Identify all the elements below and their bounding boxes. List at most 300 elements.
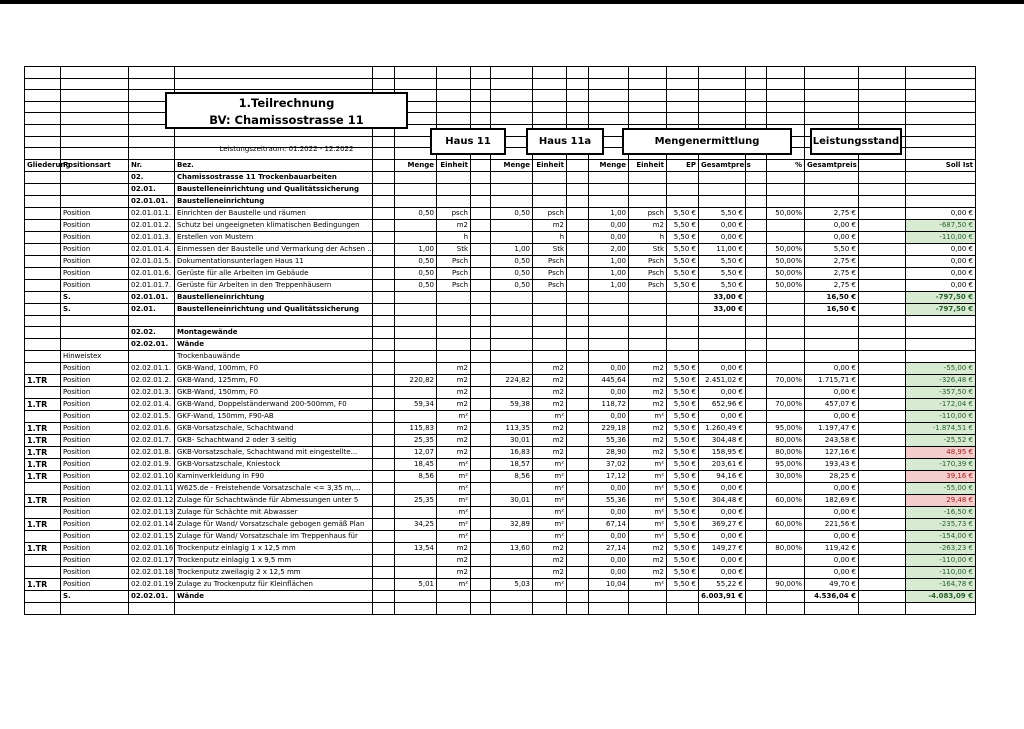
empty-cell <box>667 113 699 125</box>
haus11-einheit-cell: m2 <box>437 219 471 231</box>
haus11-einheit-cell <box>437 195 471 207</box>
haus11a-menge-cell <box>491 507 533 519</box>
nr-cell: 02.01.01.6. <box>129 267 175 279</box>
description-cell: Baustelleneinrichtung <box>175 291 373 303</box>
spacer-cell <box>471 471 491 483</box>
spacer-cell <box>746 471 767 483</box>
nr-cell: 02.02.01.16. <box>129 543 175 555</box>
nr-cell: 02.02.01.11. <box>129 483 175 495</box>
percent-cell <box>767 183 805 195</box>
haus11-menge-cell <box>395 411 437 423</box>
service-period: Leistungszeitraum: 01.2022 - 12.2022 <box>219 145 354 153</box>
empty-cell <box>533 90 567 102</box>
empty-cell <box>906 603 976 615</box>
spacer-cell <box>471 447 491 459</box>
description-cell: Dokumentationsunterlagen Haus 11 <box>175 255 373 267</box>
einheit-cell: m2 <box>629 543 667 555</box>
empty-cell <box>61 148 129 160</box>
nr-cell: 02.02.01.1. <box>129 363 175 375</box>
soll-ist-cell: -687,50 € <box>906 219 976 231</box>
empty-cell <box>175 603 373 615</box>
haus11-menge-cell <box>395 555 437 567</box>
haus11a-einheit-cell: m2 <box>533 435 567 447</box>
spacer-cell <box>746 267 767 279</box>
gesamtpreis-cell: 5,50 € <box>699 279 746 291</box>
empty-cell <box>437 113 471 125</box>
positionsart-cell: Position <box>61 399 129 411</box>
menge-cell <box>589 171 629 183</box>
column-header: Gliederung <box>25 159 61 171</box>
percent-cell <box>767 219 805 231</box>
gliederung-cell: 1.TR <box>25 459 61 471</box>
spacer-cell <box>373 255 395 267</box>
haus11a-menge-cell <box>491 387 533 399</box>
positionsart-cell: Hinweistex <box>61 351 129 363</box>
haus11a-einheit-cell: m2 <box>533 447 567 459</box>
empty-cell <box>129 67 175 79</box>
spacer-cell <box>567 483 589 495</box>
nr-cell: 02.01.01.7. <box>129 279 175 291</box>
menge-cell: 1,00 <box>589 279 629 291</box>
haus11-menge-cell: 0,50 <box>395 207 437 219</box>
gesamtpreis-cell: 0,00 € <box>699 387 746 399</box>
nr-cell: 02.02.01.10. <box>129 471 175 483</box>
empty-cell <box>567 113 589 125</box>
spacer-cell <box>567 375 589 387</box>
spacer-cell <box>471 183 491 195</box>
gesamtpreis-cell <box>699 339 746 351</box>
spacer-cell <box>471 207 491 219</box>
soll-ist-cell: -235,73 € <box>906 519 976 531</box>
empty-cell <box>471 90 491 102</box>
project-title: BV: Chamissostrasse 11 <box>209 113 364 127</box>
empty-cell <box>906 113 976 125</box>
haus11-menge-cell <box>395 483 437 495</box>
positionsart-cell: Position <box>61 555 129 567</box>
haus11a-menge-cell: 16,83 <box>491 447 533 459</box>
empty-cell <box>61 101 129 113</box>
description-cell: Zulage zu Trockenputz für Kleinflächen <box>175 579 373 591</box>
einheit-cell: m2 <box>629 423 667 435</box>
einheit-cell: Psch <box>629 267 667 279</box>
nr-cell <box>129 351 175 363</box>
ep-cell <box>667 291 699 303</box>
soll-ist-cell: 48,95 € <box>906 447 976 459</box>
empty-cell <box>395 603 437 615</box>
soll-ist-cell: -154,00 € <box>906 531 976 543</box>
empty-cell <box>567 67 589 79</box>
soll-ist-cell <box>906 315 976 327</box>
description-cell: Einmessen der Baustelle und Vermarkung der Achsen ... <box>175 243 373 255</box>
ep-cell: 5,50 € <box>667 399 699 411</box>
description-cell: GKB- Schachtwand 2 oder 3 seitig <box>175 435 373 447</box>
empty-cell <box>491 603 533 615</box>
haus11a-einheit-cell: Psch <box>533 267 567 279</box>
spacer-cell <box>746 303 767 315</box>
spacer-cell <box>567 231 589 243</box>
empty-cell <box>373 67 395 79</box>
haus11-menge-cell: 34,25 <box>395 519 437 531</box>
column-header: Menge <box>395 159 437 171</box>
spacer-cell <box>373 423 395 435</box>
leistung-gesamtpreis-cell: 0,00 € <box>805 507 859 519</box>
haus11-einheit-cell: m2 <box>437 543 471 555</box>
ep-cell: 5,50 € <box>667 447 699 459</box>
soll-ist-cell: 0,00 € <box>906 267 976 279</box>
table-row <box>25 519 976 531</box>
leistung-gesamtpreis-cell: 1.715,71 € <box>805 375 859 387</box>
description-cell: Gerüste für alle Arbeiten im Gebäude <box>175 267 373 279</box>
haus11a-menge-cell: 30,01 <box>491 435 533 447</box>
haus11-einheit-cell: m2 <box>437 363 471 375</box>
gesamtpreis-cell <box>699 183 746 195</box>
soll-ist-cell: -172,04 € <box>906 399 976 411</box>
table-row <box>25 507 976 519</box>
empty-cell <box>859 78 906 90</box>
gliederung-cell: 1.TR <box>25 519 61 531</box>
gliederung-cell: 1.TR <box>25 435 61 447</box>
spacer-cell <box>471 303 491 315</box>
haus11-menge-cell: 220,82 <box>395 375 437 387</box>
empty-cell <box>373 603 395 615</box>
nr-cell: 02.02.01. <box>129 591 175 603</box>
spacer-cell <box>471 387 491 399</box>
spacer-cell <box>746 495 767 507</box>
positionsart-cell: Position <box>61 411 129 423</box>
gliederung-cell: 1.TR <box>25 495 61 507</box>
spacer-cell <box>373 219 395 231</box>
empty-cell <box>767 113 805 125</box>
gliederung-cell <box>25 363 61 375</box>
einheit-cell: m2 <box>629 435 667 447</box>
empty-cell <box>61 113 129 125</box>
gliederung-cell: 1.TR <box>25 447 61 459</box>
gliederung-cell: 1.TR <box>25 375 61 387</box>
nr-cell: 02.01. <box>129 303 175 315</box>
empty-cell <box>437 101 471 113</box>
spacer-cell <box>471 399 491 411</box>
spacer-cell <box>567 579 589 591</box>
positionsart-cell: Position <box>61 363 129 375</box>
column-header: Einheit <box>629 159 667 171</box>
haus11a-einheit-cell: psch <box>533 207 567 219</box>
spacer-cell <box>373 231 395 243</box>
soll-ist-cell <box>906 339 976 351</box>
haus11-menge-cell: 13,54 <box>395 543 437 555</box>
spacer-cell <box>373 327 395 339</box>
spacer-cell <box>567 495 589 507</box>
column-header: Menge <box>491 159 533 171</box>
haus11-menge-cell: 0,50 <box>395 279 437 291</box>
spacer-cell <box>746 519 767 531</box>
empty-cell <box>805 78 859 90</box>
positionsart-cell: S. <box>61 291 129 303</box>
haus11a-einheit-cell: m² <box>533 519 567 531</box>
haus11-einheit-cell <box>437 339 471 351</box>
ep-cell: 5,50 € <box>667 255 699 267</box>
spacer-cell <box>373 399 395 411</box>
haus11a-einheit-cell: m² <box>533 459 567 471</box>
empty-cell <box>25 90 61 102</box>
haus11-menge-cell <box>395 387 437 399</box>
group-header-leistungsstand: Leistungsstand <box>810 128 902 155</box>
spacer-cell <box>859 267 906 279</box>
spacer-cell <box>471 495 491 507</box>
spacer-cell <box>373 447 395 459</box>
spacer-cell <box>567 291 589 303</box>
description-cell: GKB-Vorsatzschale, Schachtwand <box>175 423 373 435</box>
gesamtpreis-cell: 369,27 € <box>699 519 746 531</box>
haus11a-einheit-cell: Psch <box>533 255 567 267</box>
haus11a-einheit-cell: m2 <box>533 375 567 387</box>
table-row <box>25 567 976 579</box>
soll-ist-cell: -110,00 € <box>906 555 976 567</box>
empty-cell <box>746 101 767 113</box>
spacer-cell <box>859 591 906 603</box>
gesamtpreis-cell <box>699 195 746 207</box>
einheit-cell: Stk <box>629 243 667 255</box>
ep-cell: 5,50 € <box>667 267 699 279</box>
spacer-cell <box>746 579 767 591</box>
gesamtpreis-cell: 304,48 € <box>699 435 746 447</box>
spacer-cell <box>567 411 589 423</box>
soll-ist-cell <box>906 195 976 207</box>
haus11-einheit-cell: m² <box>437 411 471 423</box>
column-header: Menge <box>589 159 629 171</box>
gliederung-cell <box>25 411 61 423</box>
haus11-menge-cell <box>395 291 437 303</box>
empty-cell <box>629 78 667 90</box>
table-row <box>25 351 976 363</box>
spacer-cell <box>471 327 491 339</box>
description-cell: Baustelleneinrichtung <box>175 195 373 207</box>
leistung-gesamtpreis-cell: 5,50 € <box>805 243 859 255</box>
haus11a-einheit-cell: Psch <box>533 279 567 291</box>
menge-cell <box>589 303 629 315</box>
description-cell: Zulage für Schachtwände für Abmessungen unter 5 <box>175 495 373 507</box>
spacer-cell <box>746 531 767 543</box>
haus11a-menge-cell: 5,03 <box>491 579 533 591</box>
soll-ist-cell: -357,50 € <box>906 387 976 399</box>
spacer-cell <box>859 303 906 315</box>
spacer-cell <box>567 459 589 471</box>
menge-cell <box>589 327 629 339</box>
einheit-cell: m² <box>629 531 667 543</box>
empty-cell <box>906 67 976 79</box>
empty-cell <box>25 67 61 79</box>
empty-cell <box>437 603 471 615</box>
nr-cell: 02.02. <box>129 327 175 339</box>
spacer-cell <box>471 579 491 591</box>
gliederung-cell <box>25 507 61 519</box>
empty-cell <box>629 113 667 125</box>
haus11a-einheit-cell <box>533 183 567 195</box>
group-header-haus11a: Haus 11a <box>526 128 604 155</box>
leistung-gesamtpreis-cell: 221,56 € <box>805 519 859 531</box>
description-cell: Zulage für Schächte mit Abwasser <box>175 507 373 519</box>
soll-ist-cell: -797,50 € <box>906 303 976 315</box>
empty-cell <box>61 67 129 79</box>
gliederung-cell <box>25 171 61 183</box>
menge-cell: 0,00 <box>589 231 629 243</box>
empty-cell <box>805 603 859 615</box>
haus11a-menge-cell: 0,50 <box>491 279 533 291</box>
spacer-cell <box>859 507 906 519</box>
ep-cell <box>667 183 699 195</box>
spacer-cell <box>746 543 767 555</box>
spacer-cell <box>859 531 906 543</box>
percent-cell <box>767 363 805 375</box>
empty-cell <box>629 67 667 79</box>
column-header: Gesamtpreis <box>699 159 746 171</box>
soll-ist-cell: -110,00 € <box>906 567 976 579</box>
menge-cell <box>589 195 629 207</box>
description-cell: Zulage für Wand/ Vorsatzschale gebogen gemäß Plan <box>175 519 373 531</box>
einheit-cell: m² <box>629 471 667 483</box>
gesamtpreis-cell: 0,00 € <box>699 507 746 519</box>
gliederung-cell: 1.TR <box>25 543 61 555</box>
nr-cell: 02.02.01.14. <box>129 519 175 531</box>
spacer-cell <box>746 183 767 195</box>
spacer-cell <box>471 375 491 387</box>
empty-cell <box>533 603 567 615</box>
empty-cell <box>746 78 767 90</box>
empty-cell <box>567 101 589 113</box>
haus11a-menge-cell: 59,38 <box>491 399 533 411</box>
haus11a-menge-cell: 0,50 <box>491 207 533 219</box>
gliederung-cell <box>25 195 61 207</box>
spacer-cell <box>746 207 767 219</box>
spacer-cell <box>567 315 589 327</box>
einheit-cell: m2 <box>629 447 667 459</box>
table-row <box>25 555 976 567</box>
haus11a-menge-cell <box>491 315 533 327</box>
haus11a-menge-cell: 0,50 <box>491 267 533 279</box>
menge-cell: 0,00 <box>589 531 629 543</box>
empty-cell <box>25 124 61 136</box>
empty-cell <box>667 603 699 615</box>
leistung-gesamtpreis-cell: 127,16 € <box>805 447 859 459</box>
gesamtpreis-cell: 2.451,02 € <box>699 375 746 387</box>
gesamtpreis-cell: 55,22 € <box>699 579 746 591</box>
einheit-cell: m2 <box>629 555 667 567</box>
empty-cell <box>533 67 567 79</box>
einheit-cell: m² <box>629 483 667 495</box>
haus11-menge-cell <box>395 363 437 375</box>
spacer-cell <box>859 543 906 555</box>
ep-cell: 5,50 € <box>667 243 699 255</box>
haus11-menge-cell: 1,00 <box>395 243 437 255</box>
menge-cell <box>589 291 629 303</box>
gliederung-cell <box>25 531 61 543</box>
spacer-cell <box>567 195 589 207</box>
spacer-cell <box>859 255 906 267</box>
empty-cell <box>567 603 589 615</box>
table-row <box>25 447 976 459</box>
percent-cell <box>767 195 805 207</box>
positionsart-cell: Position <box>61 447 129 459</box>
percent-cell: 70,00% <box>767 399 805 411</box>
spacer-cell <box>567 555 589 567</box>
spacer-cell <box>746 291 767 303</box>
menge-cell <box>589 315 629 327</box>
empty-cell <box>699 67 746 79</box>
percent-cell <box>767 351 805 363</box>
spacer-cell <box>859 423 906 435</box>
table-row <box>25 363 976 375</box>
empty-cell <box>589 78 629 90</box>
table-row <box>25 279 976 291</box>
spacer-cell <box>859 171 906 183</box>
table-row <box>25 471 976 483</box>
haus11a-einheit-cell: Stk <box>533 243 567 255</box>
percent-cell <box>767 339 805 351</box>
positionsart-cell: Position <box>61 387 129 399</box>
haus11-menge-cell <box>395 219 437 231</box>
leistung-gesamtpreis-cell: 16,50 € <box>805 291 859 303</box>
spacer-cell <box>373 435 395 447</box>
nr-cell: 02. <box>129 171 175 183</box>
haus11a-einheit-cell: m2 <box>533 363 567 375</box>
empty-cell <box>491 113 533 125</box>
percent-cell: 95,00% <box>767 423 805 435</box>
ep-cell: 5,50 € <box>667 387 699 399</box>
empty-cell <box>859 90 906 102</box>
haus11-menge-cell <box>395 531 437 543</box>
empty-cell <box>629 90 667 102</box>
spacer-cell <box>373 363 395 375</box>
haus11a-einheit-cell: m2 <box>533 387 567 399</box>
empty-cell <box>629 603 667 615</box>
haus11-einheit-cell: Psch <box>437 255 471 267</box>
positionsart-cell <box>61 171 129 183</box>
nr-cell: 02.02.01.3. <box>129 387 175 399</box>
description-cell: Zulage für Wand/ Vorsatzschale im Treppenhaus für <box>175 531 373 543</box>
table-row <box>25 483 976 495</box>
percent-cell: 70,00% <box>767 375 805 387</box>
leistung-gesamtpreis-cell: 0,00 € <box>805 567 859 579</box>
empty-cell <box>533 101 567 113</box>
menge-cell: 10,04 <box>589 579 629 591</box>
nr-cell: 02.01. <box>129 183 175 195</box>
spacer-cell <box>746 279 767 291</box>
haus11-einheit-cell: m2 <box>437 555 471 567</box>
haus11a-einheit-cell <box>533 351 567 363</box>
empty-cell <box>589 101 629 113</box>
spacer-cell <box>373 567 395 579</box>
spacer-cell <box>859 351 906 363</box>
empty-cell <box>533 113 567 125</box>
spacer-cell <box>746 255 767 267</box>
spacer-cell <box>746 459 767 471</box>
positionsart-cell <box>61 327 129 339</box>
gesamtpreis-cell: 6.003,91 € <box>699 591 746 603</box>
gesamtpreis-cell: 158,95 € <box>699 447 746 459</box>
soll-ist-cell: 29,48 € <box>906 495 976 507</box>
gesamtpreis-cell: 33,00 € <box>699 303 746 315</box>
nr-cell: 02.01.01. <box>129 195 175 207</box>
percent-cell: 50,00% <box>767 255 805 267</box>
haus11-menge-cell: 0,50 <box>395 267 437 279</box>
empty-cell <box>491 78 533 90</box>
table-row <box>25 255 976 267</box>
spacer-cell <box>373 471 395 483</box>
gliederung-cell <box>25 555 61 567</box>
haus11a-einheit-cell: m² <box>533 411 567 423</box>
spacer-row <box>25 78 976 90</box>
empty-cell <box>667 101 699 113</box>
description-cell: Trockenputz einlagig 1 x 12,5 mm <box>175 543 373 555</box>
